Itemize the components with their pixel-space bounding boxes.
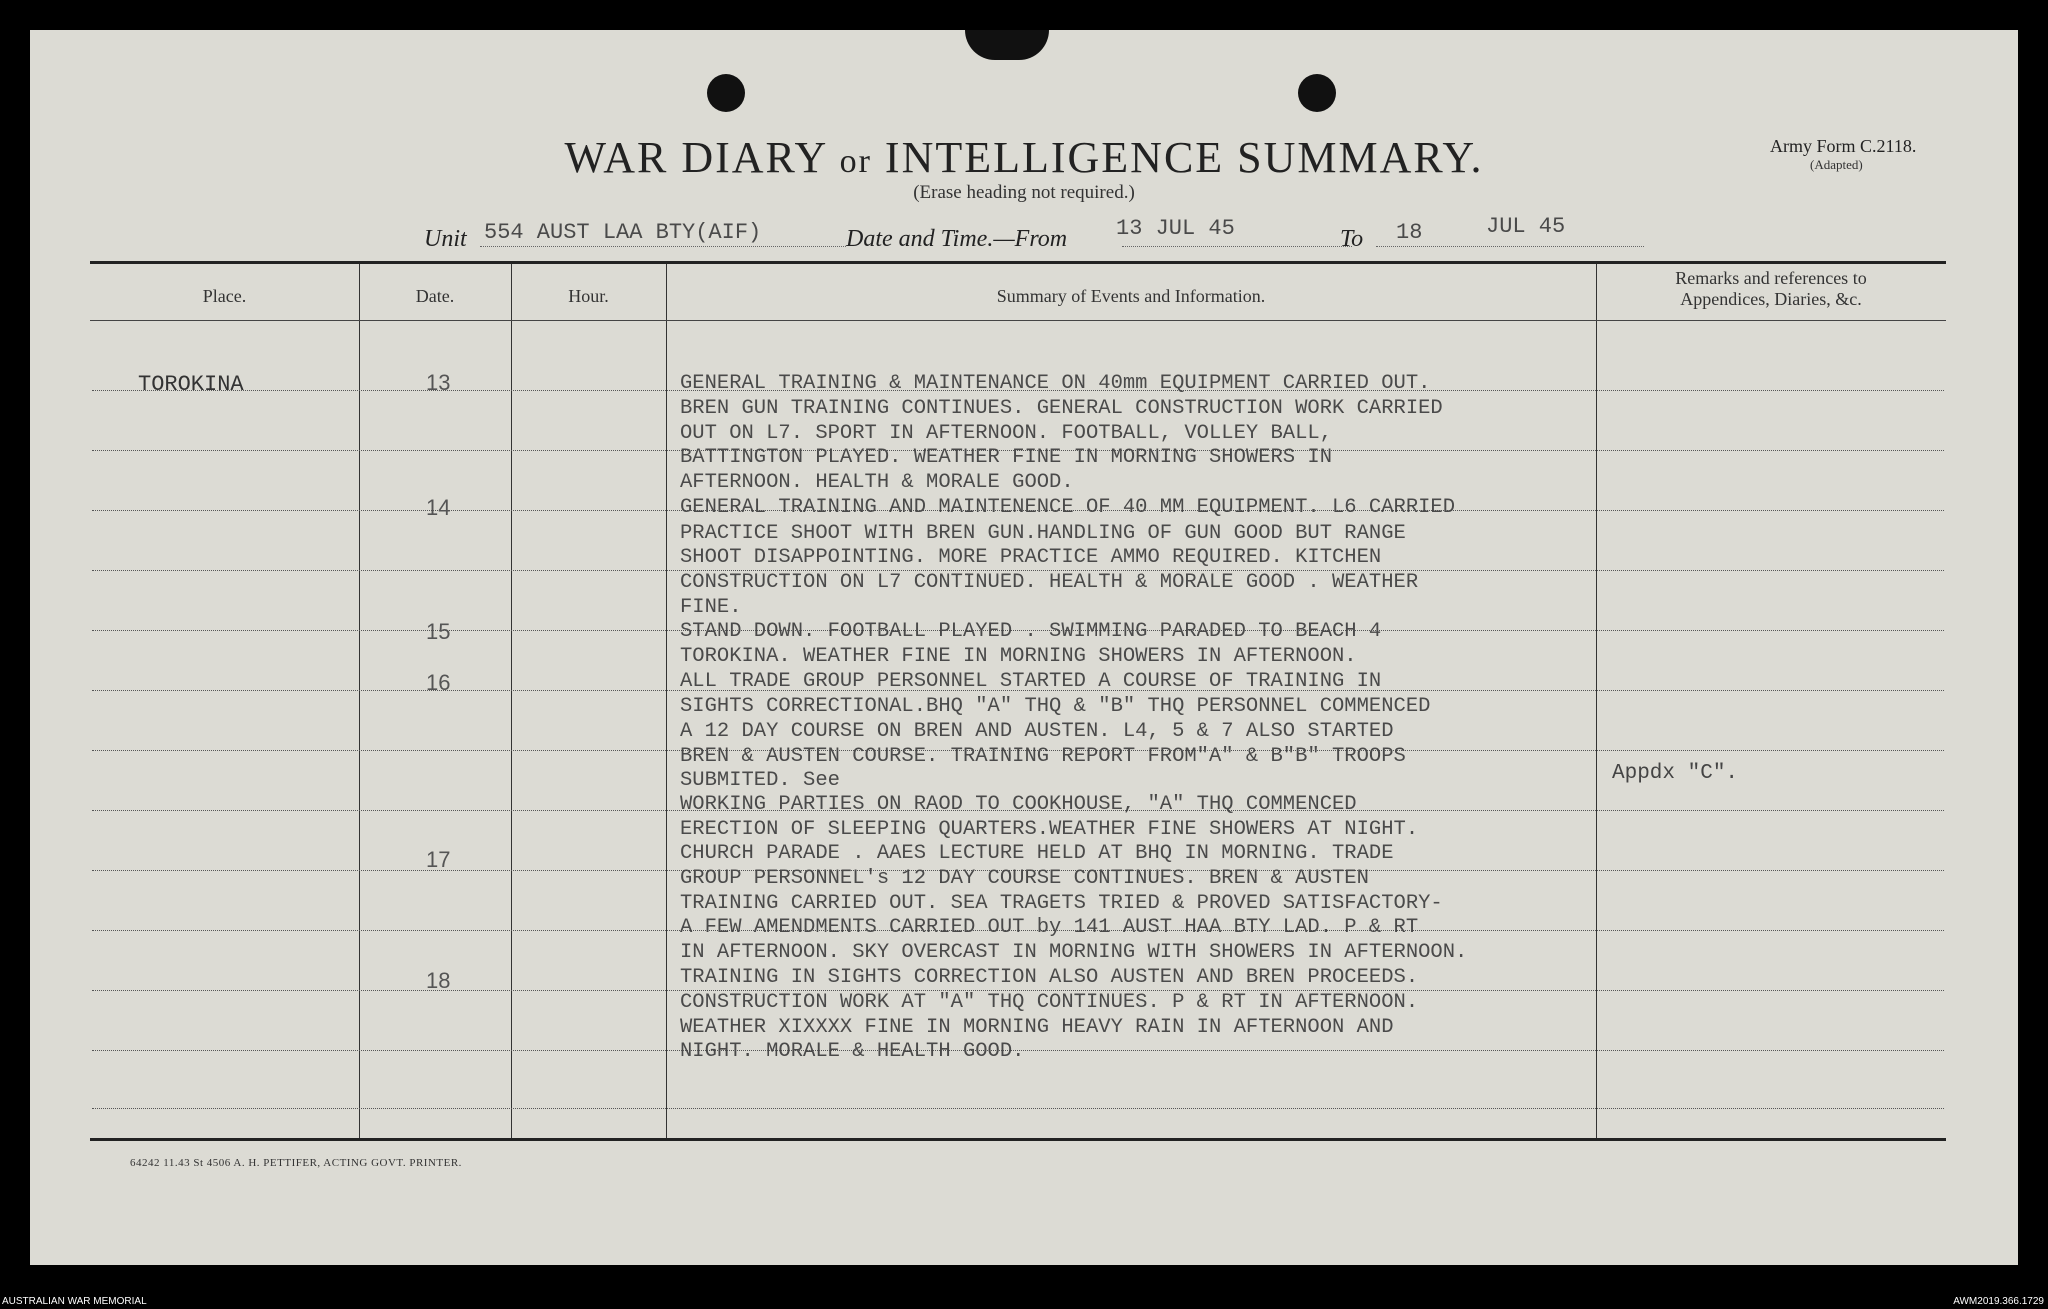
remarks-header-line-1: Remarks and references to xyxy=(1675,268,1867,288)
date-time-label: Date and Time.—From xyxy=(846,226,1068,252)
summary-line: SUBMITED. See xyxy=(680,769,840,792)
ruled-line xyxy=(92,1108,1944,1109)
date-value: 13 xyxy=(426,370,451,395)
date-value: 17 xyxy=(426,847,451,872)
unit-value: 554 AUST LAA BTY(AIF) xyxy=(484,220,762,245)
summary-line: CONSTRUCTION WORK AT "A" THQ CONTINUES. P & RT IN AFTERNOON. xyxy=(680,991,1419,1014)
col-header-summary: Summary of Events and Information. xyxy=(996,286,1266,306)
from-dotted-line xyxy=(1122,246,1352,247)
summary-line: SHOOT DISAPPOINTING. MORE PRACTICE AMMO REQUIRED. KITCHEN xyxy=(680,546,1382,569)
column-divider xyxy=(359,264,360,1138)
table-top-border xyxy=(90,261,1946,264)
date-value: 18 xyxy=(426,968,451,993)
to-dotted-line xyxy=(1376,246,1644,247)
archive-reference: AWM2019.366.1729 xyxy=(1953,1296,2044,1307)
date-value: 15 xyxy=(426,619,451,644)
summary-line: FINE. xyxy=(680,596,742,619)
summary-line: CONSTRUCTION ON L7 CONTINUED. HEALTH & MORALE GOOD . WEATHER xyxy=(680,571,1419,594)
paper-tab xyxy=(965,30,1049,60)
col-header-place: Place. xyxy=(202,286,247,306)
summary-line: OUT ON L7. SPORT IN AFTERNOON. FOOTBALL, VOLLEY BALL, xyxy=(680,422,1333,445)
date-value: 16 xyxy=(426,670,451,695)
punch-hole xyxy=(707,74,745,112)
title-or: or xyxy=(839,143,872,180)
punch-hole xyxy=(1298,74,1336,112)
remarks-header-line-2: Appendices, Diaries, &c. xyxy=(1680,289,1862,309)
summary-line: GENERAL TRAINING AND MAINTENENCE OF 40 MM EQUIPMENT. L6 CARRIED xyxy=(680,496,1456,519)
diary-page xyxy=(30,30,2018,1265)
to-day-value: 18 xyxy=(1396,220,1423,245)
page-title xyxy=(30,132,2018,183)
summary-line: TRAINING IN SIGHTS CORRECTION ALSO AUSTEN AND BREN PROCEEDS. xyxy=(680,966,1419,989)
summary-line: AFTERNOON. HEALTH & MORALE GOOD. xyxy=(680,471,1074,494)
summary-line: TOROKINA. WEATHER FINE IN MORNING SHOWERS IN AFTERNOON. xyxy=(680,645,1357,668)
title-part-1: WAR DIARY xyxy=(564,133,827,182)
summary-line: WEATHER XIXXXX FINE IN MORNING HEAVY RAIN IN AFTERNOON AND xyxy=(680,1016,1394,1039)
unit-dotted-line xyxy=(480,246,846,247)
adapted-label: (Adapted) xyxy=(1810,157,1863,172)
subtitle: (Erase heading not required.) xyxy=(913,182,1135,203)
date-value: 14 xyxy=(426,495,451,520)
header-bottom-line xyxy=(90,320,1946,321)
summary-line: BREN GUN TRAINING CONTINUES. GENERAL CONSTRUCTION WORK CARRIED xyxy=(680,397,1443,420)
summary-line: NIGHT. MORALE & HEALTH GOOD. xyxy=(680,1040,1025,1063)
summary-line: WORKING PARTIES ON RAOD TO COOKHOUSE, "A" THQ COMMENCED xyxy=(680,793,1357,816)
title-part-2: INTELLIGENCE SUMMARY. xyxy=(884,133,1484,182)
summary-line: ALL TRADE GROUP PERSONNEL STARTED A COURSE OF TRAINING IN xyxy=(680,670,1382,693)
archive-label: AUSTRALIAN WAR MEMORIAL xyxy=(2,1296,147,1307)
place-value: TOROKINA xyxy=(138,372,244,397)
summary-line: GENERAL TRAINING & MAINTENANCE ON 40mm EQUIPMENT CARRIED OUT. xyxy=(680,372,1431,395)
remark-appendix: Appdx "C". xyxy=(1612,762,1739,785)
summary-line: A FEW AMENDMENTS CARRIED OUT by 141 AUST HAA BTY LAD. P & RT xyxy=(680,916,1419,939)
col-header-hour: Hour. xyxy=(568,286,609,306)
summary-line: BATTINGTON PLAYED. WEATHER FINE IN MORNING SHOWERS IN xyxy=(680,446,1333,469)
army-form-label: Army Form C.2118. xyxy=(1770,136,1917,156)
column-divider xyxy=(666,264,667,1138)
summary-line: STAND DOWN. FOOTBALL PLAYED . SWIMMING PARADED TO BEACH 4 xyxy=(680,620,1382,643)
unit-label: Unit xyxy=(424,226,467,252)
col-header-remarks xyxy=(1596,268,1946,310)
col-header-date: Date. xyxy=(415,286,455,306)
summary-line: GROUP PERSONNEL's 12 DAY COURSE CONTINUES. BREN & AUSTEN xyxy=(680,867,1369,890)
column-divider xyxy=(511,264,512,1138)
summary-line: PRACTICE SHOOT WITH BREN GUN.HANDLING OF GUN GOOD BUT RANGE xyxy=(680,522,1406,545)
table-bottom-border xyxy=(90,1138,1946,1141)
summary-line: ERECTION OF SLEEPING QUARTERS.WEATHER FINE SHOWERS AT NIGHT. xyxy=(680,818,1419,841)
to-month-value: JUL 45 xyxy=(1486,214,1566,239)
summary-line: A 12 DAY COURSE ON BREN AND AUSTEN. L4, 5 & 7 ALSO STARTED xyxy=(680,720,1394,743)
to-label: To xyxy=(1340,226,1364,252)
summary-line: BREN & AUSTEN COURSE. TRAINING REPORT FROM"A" & B"B" TROOPS xyxy=(680,745,1406,768)
summary-line: CHURCH PARADE . AAES LECTURE HELD AT BHQ IN MORNING. TRADE xyxy=(680,842,1394,865)
printer-footer: 64242 11.43 St 4506 A. H. PETTIFER, ACTING GOVT. PRINTER. xyxy=(130,1157,462,1169)
summary-line: TRAINING CARRIED OUT. SEA TRAGETS TRIED & PROVED SATISFACTORY- xyxy=(680,892,1443,915)
from-value: 13 JUL 45 xyxy=(1116,216,1235,241)
column-divider xyxy=(1596,264,1597,1138)
summary-line: IN AFTERNOON. SKY OVERCAST IN MORNING WITH SHOWERS IN AFTERNOON. xyxy=(680,941,1468,964)
summary-line: SIGHTS CORRECTIONAL.BHQ "A" THQ & "B" THQ PERSONNEL COMMENCED xyxy=(680,695,1431,718)
